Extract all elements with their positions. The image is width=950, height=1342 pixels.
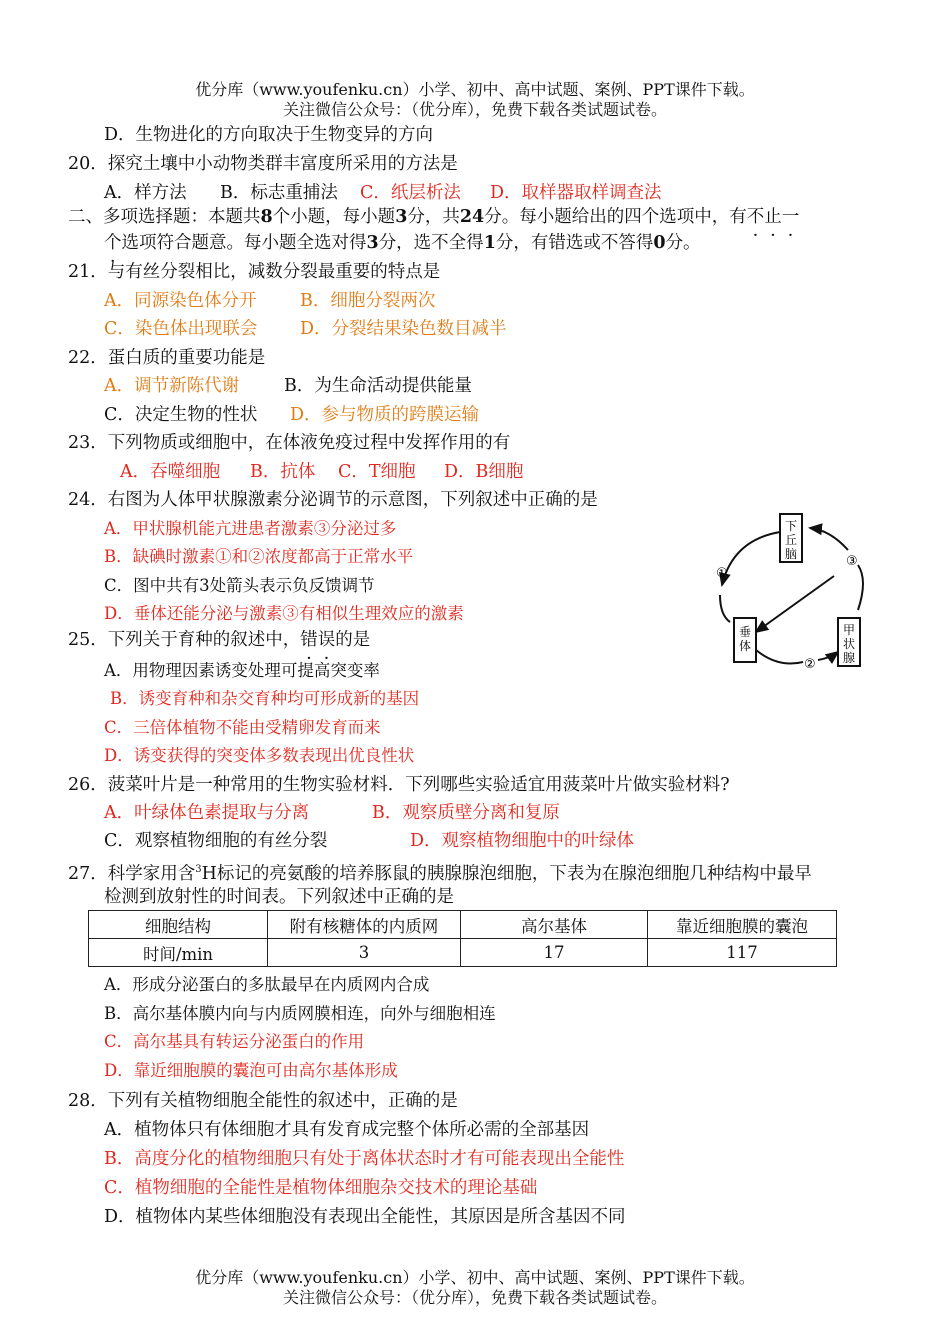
q23-option-b: B．抗体 xyxy=(250,462,316,482)
arrow-thyroid-to-pituitary xyxy=(756,576,834,632)
table-header-cell: 细胞结构 xyxy=(89,911,268,939)
section2-line-2: 个选项符合题意。每小题全选对得3分，选不全得1分，有错选或不答得0分。 xyxy=(104,233,701,253)
q21-option-d: D．分裂结果染色数目减半 xyxy=(300,319,507,339)
q26-option-b: B．观察质壁分离和复原 xyxy=(372,803,560,823)
q27-option-d: D．靠近细胞膜的囊泡可由高尔基体形成 xyxy=(104,1061,398,1080)
table-cell: 17 xyxy=(461,939,648,967)
table-header-cell: 靠近细胞膜的囊泡 xyxy=(648,911,837,939)
q23-option-a: A．吞噬细胞 xyxy=(120,462,221,482)
arrow-pituitary-to-thyroid-a xyxy=(756,650,803,664)
arrow-thyroid-to-hypothalamus xyxy=(810,528,848,550)
table-cell: 时间/min xyxy=(89,939,268,967)
q26-option-a: A．叶绿体色素提取与分离 xyxy=(104,803,310,823)
q25-option-a: A．用物理因素诱变处理可提高突变率 xyxy=(104,661,380,680)
footer-line-1: 优分库（www.youfenku.cn）小学、初中、高中试题、案例、PPT课件下载。 xyxy=(195,1268,755,1287)
q28-option-c: C．植物细胞的全能性是植物体细胞杂交技术的理论基础 xyxy=(104,1178,538,1198)
table-header-row xyxy=(89,911,837,939)
q24-option-d: D．垂体还能分泌与激素③有相似生理效应的激素 xyxy=(104,604,464,623)
q28-option-a: A．植物体只有体细胞才具有发育成完整个体所必需的全部基因 xyxy=(104,1120,590,1140)
q21-option-b: B．细胞分裂两次 xyxy=(300,291,436,311)
q22-option-a: A．调节新陈代谢 xyxy=(104,376,240,396)
q20-option-b: B．标志重捕法 xyxy=(220,183,338,203)
table-header-cell: 高尔基体 xyxy=(461,911,648,939)
label-pituitary: 垂体 xyxy=(738,625,752,653)
q21-stem: 21．与有丝分裂相比，减数分裂最重要的特点是 xyxy=(68,262,441,282)
arrow-hypothalamus-to-pituitary xyxy=(722,532,780,585)
q25-option-c: C．三倍体植物不能由受精卵发育而来 xyxy=(104,718,381,737)
q23-option-d: D．B细胞 xyxy=(444,462,524,482)
label-hypothalamus: 下丘脑 xyxy=(784,519,798,561)
q27-stem-line-1: 27．科学家用含$^3$H标记的亮氨酸的培养豚鼠的胰腺腺泡细胞，下表为在腺泡细胞几种结构中最早 xyxy=(68,863,812,884)
q27-data-table xyxy=(88,910,837,967)
thyroid-regulation-diagram xyxy=(708,510,898,680)
q27-stem-line-2: 检测到放射性的时间表。下列叙述中正确的是 xyxy=(104,887,454,907)
q24-option-b: B．缺碘时激素①和②浓度都高于正常水平 xyxy=(104,547,414,566)
q28-stem: 28．下列有关植物细胞全能性的叙述中，正确的是 xyxy=(68,1091,458,1111)
q24-option-a: A．甲状腺机能亢进患者激素③分泌过多 xyxy=(104,519,397,538)
q25-option-d: D．诱变获得的突变体多数表现出优良性状 xyxy=(104,746,415,765)
q27-option-c: C．高尔基具有转运分泌蛋白的作用 xyxy=(104,1032,365,1051)
q27-option-a: A．形成分泌蛋白的多肽最早在内质网内合成 xyxy=(104,975,430,994)
table-header-cell: 附有核糖体的内质网 xyxy=(268,911,461,939)
q20-option-c: C．纸层析法 xyxy=(360,183,461,203)
q26-option-d: D．观察植物细胞中的叶绿体 xyxy=(410,831,635,851)
q23-option-c: C．T细胞 xyxy=(338,462,416,482)
header-line-2: 关注微信公众号：（优分库），免费下载各类试题试卷。 xyxy=(282,100,667,119)
table-row xyxy=(89,939,837,967)
q24-stem: 24．右图为人体甲状腺激素分泌调节的示意图，下列叙述中正确的是 xyxy=(68,490,598,510)
q24-option-c: C．图中共有3处箭头表示负反馈调节 xyxy=(104,576,375,595)
arc-left-lower xyxy=(720,595,730,622)
q27-option-b: B．高尔基体膜内向与内质网膜相连，向外与细胞相连 xyxy=(104,1004,496,1023)
q21-option-a: A．同源染色体分开 xyxy=(104,291,257,311)
q23-stem: 23．下列物质或细胞中，在体液免疫过程中发挥作用的有 xyxy=(68,433,511,453)
q22-stem: 22．蛋白质的重要功能是 xyxy=(68,348,266,368)
label-thyroid: 甲状腺 xyxy=(842,623,856,665)
marker-3: ③ xyxy=(846,554,858,569)
q25-stem: 25．下列关于育种的叙述中，错误的是 xyxy=(68,630,371,650)
q28-option-d: D．植物体内某些体细胞没有表现出全能性，其原因是所含基因不同 xyxy=(104,1207,626,1227)
marker-2: ② xyxy=(804,657,816,672)
q25-option-b: B．诱变育种和杂交育种均可形成新的基因 xyxy=(110,689,420,708)
arrow-pituitary-to-thyroid-b xyxy=(818,652,838,660)
section2-line-1: 二、多项选择题：本题共8个小题，每小题3分，共24分。每小题给出的四个选项中，有不止一 xyxy=(68,207,800,227)
q21-option-c: C．染色体出现联会 xyxy=(104,319,258,339)
q20-option-d: D．取样器取样调查法 xyxy=(490,183,662,203)
q22-option-c: C．决定生物的性状 xyxy=(104,405,258,425)
footer-line-2: 关注微信公众号：（优分库），免费下载各类试题试卷。 xyxy=(282,1288,667,1307)
q26-stem: 26．菠菜叶片是一种常用的生物实验材料．下列哪些实验适宜用菠菜叶片做实验材料? xyxy=(68,775,730,795)
arc-right xyxy=(858,565,863,610)
q20-stem: 20．探究土壤中小动物类群丰富度所采用的方法是 xyxy=(68,154,458,174)
header-line-1: 优分库（www.youfenku.cn）小学、初中、高中试题、案例、PPT课件下载。 xyxy=(195,80,755,99)
q26-option-c: C．观察植物细胞的有丝分裂 xyxy=(104,831,328,851)
q22-option-d: D．参与物质的跨膜运输 xyxy=(290,405,480,425)
q19-option-d: D．生物进化的方向取决于生物变异的方向 xyxy=(104,125,434,145)
q28-option-b: B．高度分化的植物细胞只有处于离体状态时才有可能表现出全能性 xyxy=(104,1149,625,1169)
table-cell: 117 xyxy=(648,939,837,967)
q20-option-a: A．样方法 xyxy=(104,183,187,203)
table-cell: 3 xyxy=(268,939,461,967)
q22-option-b: B．为生命活动提供能量 xyxy=(284,376,472,396)
marker-1: ① xyxy=(716,566,728,581)
